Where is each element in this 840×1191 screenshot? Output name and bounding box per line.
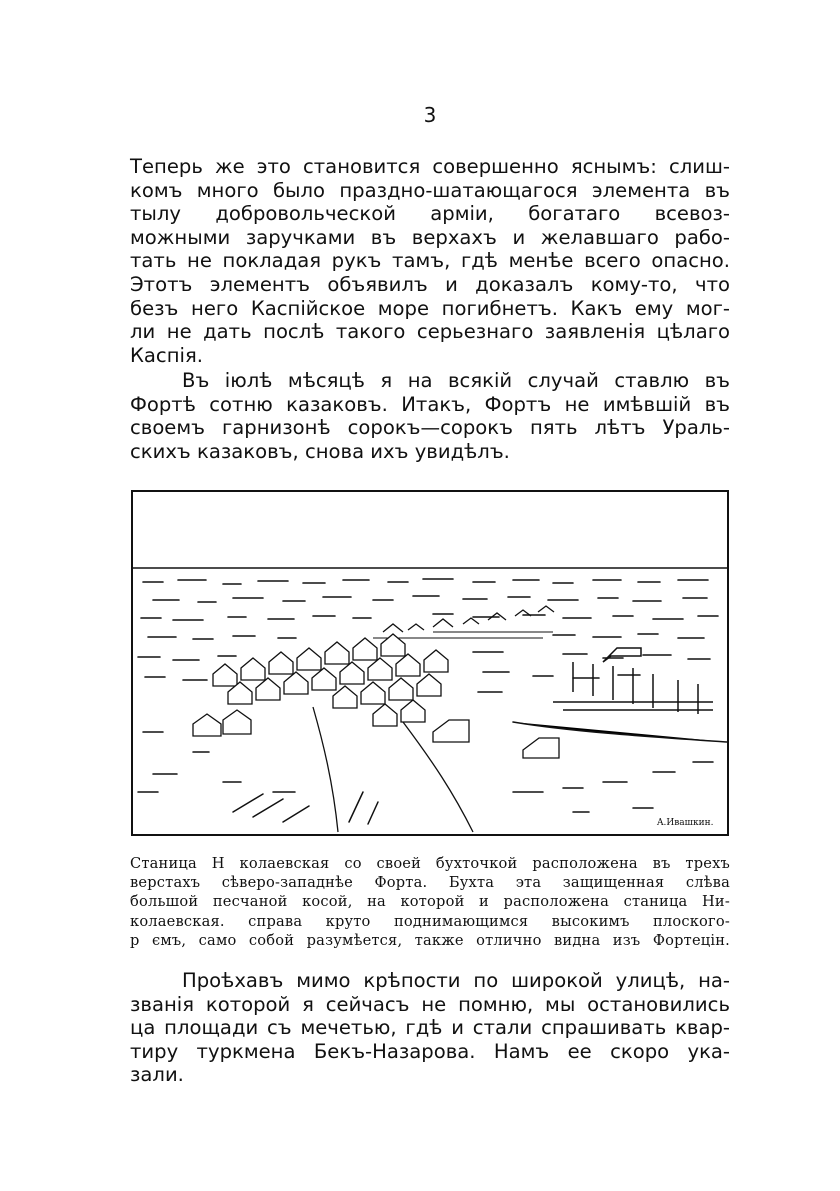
text-line: тылу добровольческой арміи, богатаго всевоз-: [130, 202, 730, 226]
village-spit: [373, 606, 554, 638]
boats: [553, 648, 713, 714]
text-line: своемъ гарнизонѣ сорокъ—сорокъ пять лѣтъ Ураль-: [130, 416, 730, 440]
caption-line: колаевская. справа круто поднимающимся высокимъ плоского-: [130, 912, 730, 930]
text-line: тиру туркмена Бекъ-Назарова. Намъ ее скоро ука-: [130, 1039, 730, 1063]
village-houses: [193, 634, 559, 758]
text-line: скихъ казаковъ, снова ихъ увидѣлъ.: [130, 439, 510, 463]
text-line: тать не покладая рукъ тамъ, гдѣ менѣе всего опасно.: [130, 249, 730, 273]
text-line: можными заручками въ верхахъ и желавшаго рабо-: [130, 225, 730, 249]
caption-line: большой песчаной косой, на которой и расположена станица Ни-: [130, 893, 730, 911]
text-line: ли не дать послѣ такого серьезнаго заявленія цѣлаго: [130, 320, 730, 344]
illustration-stanitsa: [131, 490, 729, 836]
caption-line: р ємъ, само собой разумѣется, также отлично видна изъ Фортецін.: [130, 931, 730, 949]
paragraph-1: [130, 155, 730, 367]
text-line: зали.: [130, 1063, 184, 1087]
text-line: Въ іюлѣ мѣсяцѣ я на всякій случай ставлю въ: [182, 369, 730, 392]
caption-line: Станица Н колаевская со своей бухточкой расположена въ трехъ: [130, 855, 730, 872]
text-line: безъ него Каспійское море погибнетъ. Какъ ему мог-: [130, 296, 730, 320]
paragraph-2: [130, 369, 730, 463]
paragraph-3: [130, 969, 730, 1087]
illustration-signature: A.Ивашкин.: [657, 818, 714, 828]
text-line: Фортѣ сотню казаковъ. Итакъ, Фортъ не имѣвшій въ: [130, 392, 730, 416]
caption-line: верстахъ сѣверо-западнѣе Форта. Бухта эта защищенная слѣва: [130, 874, 730, 892]
text-line: Проѣхавъ мимо крѣпости по широкой улицѣ, на-: [182, 969, 730, 992]
illustration-caption: [130, 854, 730, 950]
illustration-drawing: [133, 492, 727, 834]
text-line: Теперь же это становится совершенно яснымъ: слиш-: [130, 155, 730, 178]
text-line: Каспія.: [130, 343, 203, 367]
text-line: званія которой я сейчасъ не помню, мы остановились: [130, 992, 730, 1016]
text-line: комъ много было праздно-шатающагося элемента въ: [130, 178, 730, 202]
page-number: 3: [423, 103, 437, 127]
text-line: Этотъ элементъ объявилъ и доказалъ кому-то, что: [130, 272, 730, 296]
text-line: ца площади съ мечетью, гдѣ и стали спрашивать квар-: [130, 1016, 730, 1040]
